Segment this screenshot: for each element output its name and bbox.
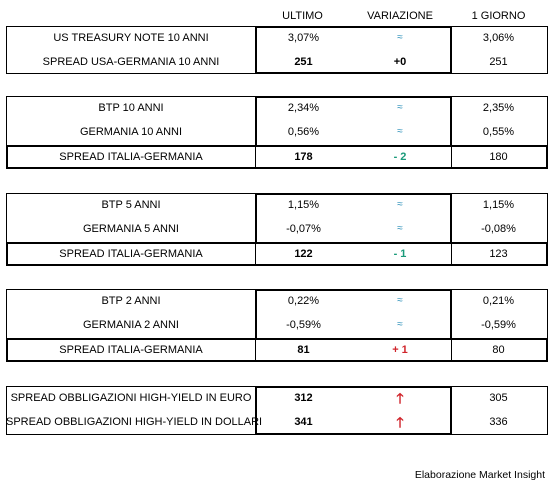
table-row: [6, 120, 548, 144]
table-row: [6, 217, 548, 241]
header-variazione: VARIAZIONE: [367, 10, 433, 22]
row-label: SPREAD ITALIA-GERMANIA: [59, 344, 203, 356]
variation-value: - 2: [393, 151, 407, 163]
approx-icon: ≈: [397, 102, 403, 113]
ultimo-value: 0,22%: [287, 295, 320, 307]
approx-icon: ≈: [397, 199, 403, 210]
ultimo-value: 312: [294, 392, 313, 404]
header-1-giorno: 1 GIORNO: [471, 10, 526, 22]
table-row: [6, 26, 548, 50]
ultimo-value: 81: [297, 344, 310, 356]
block-btp-2: [6, 289, 548, 362]
footer-credit: Elaborazione Market Insight: [414, 469, 545, 481]
approx-icon: ≈: [397, 295, 403, 306]
row-label: GERMANIA 10 ANNI: [79, 126, 183, 138]
arrow-up-icon: 🡑: [396, 390, 404, 406]
table-row: [6, 145, 548, 169]
ultimo-value: 3,07%: [287, 32, 320, 44]
giorno-value: 3,06%: [482, 32, 515, 44]
giorno-value: -0,59%: [481, 319, 516, 331]
giorno-value: 336: [489, 416, 508, 428]
ultimo-value: 0,56%: [287, 126, 320, 138]
table-row: [6, 410, 548, 434]
giorno-value: 305: [489, 392, 508, 404]
block-us-treasury: [6, 26, 548, 74]
row-label: GERMANIA 5 ANNI: [83, 223, 179, 235]
approx-icon: ≈: [397, 319, 403, 330]
giorno-value: -0,08%: [481, 223, 516, 235]
ultimo-value: 122: [294, 248, 313, 260]
block-btp-10: [6, 96, 548, 169]
giorno-value: 251: [489, 56, 508, 68]
table-row: [6, 338, 548, 362]
giorno-value: 0,55%: [482, 126, 515, 138]
ultimo-value: -0,59%: [286, 319, 321, 331]
giorno-value: 2,35%: [482, 102, 515, 114]
table-row: [6, 50, 548, 74]
row-label: BTP 2 ANNI: [101, 295, 161, 307]
row-label: GERMANIA 2 ANNI: [83, 319, 179, 331]
variation-value: - 1: [393, 248, 407, 260]
variation-value: + 1: [392, 344, 408, 356]
ultimo-value: 341: [294, 416, 313, 428]
arrow-up-icon: 🡑: [396, 414, 404, 430]
table-row: [6, 242, 548, 266]
giorno-value: 1,15%: [482, 199, 515, 211]
block-high-yield: [6, 386, 548, 435]
row-label: SPREAD USA-GERMANIA 10 ANNI: [42, 56, 220, 68]
table-row: [6, 96, 548, 120]
giorno-value: 123: [489, 248, 508, 260]
approx-icon: ≈: [397, 223, 403, 234]
ultimo-value: 2,34%: [287, 102, 320, 114]
variation-value: +0: [393, 56, 407, 68]
giorno-value: 80: [492, 344, 505, 356]
table-row: [6, 386, 548, 410]
row-label: SPREAD ITALIA-GERMANIA: [59, 151, 203, 163]
ultimo-value: -0,07%: [286, 223, 321, 235]
row-label: BTP 5 ANNI: [101, 199, 161, 211]
row-label: SPREAD ITALIA-GERMANIA: [59, 248, 203, 260]
table-row: [6, 313, 548, 337]
approx-icon: ≈: [397, 32, 403, 43]
row-label: SPREAD OBBLIGAZIONI HIGH-YIELD IN EURO: [10, 392, 252, 404]
block-btp-5: [6, 193, 548, 266]
table-row: [6, 289, 548, 313]
approx-icon: ≈: [397, 126, 403, 137]
giorno-value: 0,21%: [482, 295, 515, 307]
row-label: BTP 10 ANNI: [98, 102, 164, 114]
table-row: [6, 193, 548, 217]
row-label: US TREASURY NOTE 10 ANNI: [53, 32, 209, 44]
ultimo-value: 251: [294, 56, 313, 68]
giorno-value: 180: [489, 151, 508, 163]
ultimo-value: 178: [294, 151, 313, 163]
row-label: SPREAD OBBLIGAZIONI HIGH-YIELD IN DOLLARI: [6, 416, 263, 428]
header-ultimo: ULTIMO: [282, 10, 323, 22]
ultimo-value: 1,15%: [287, 199, 320, 211]
